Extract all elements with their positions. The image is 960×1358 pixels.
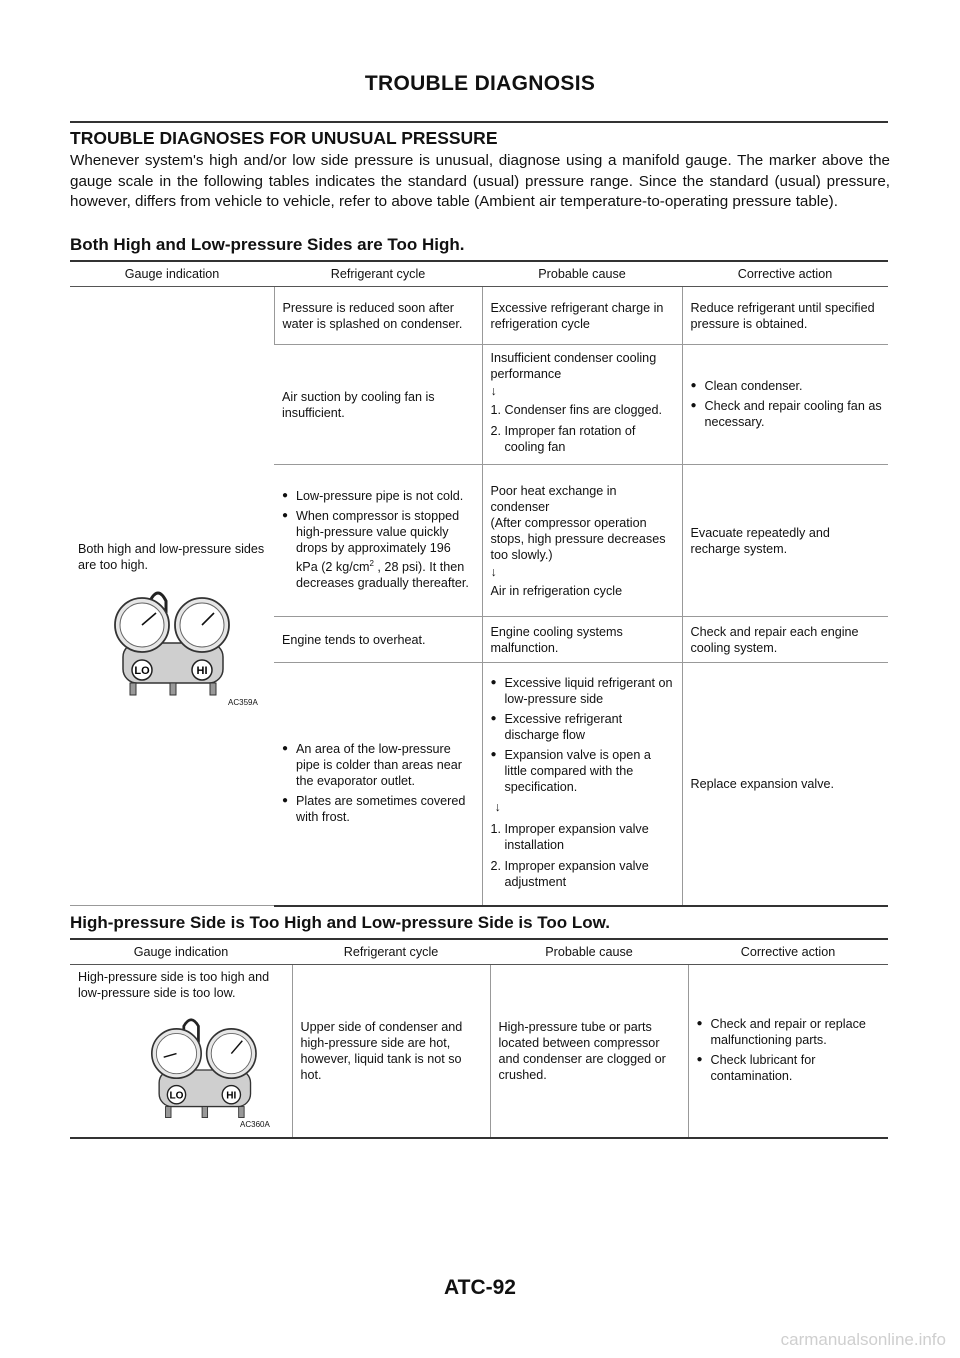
list-item: 1. Condenser fins are clogged. <box>490 402 663 417</box>
table2-gauge-cell <box>70 965 292 1139</box>
table2-header-cause: Probable cause <box>490 939 688 965</box>
list-item: ● Clean condenser. <box>691 378 883 394</box>
list-item: ● Expansion valve is open a little compared with the specification. <box>491 747 676 795</box>
manifold-gauge-icon <box>78 583 264 703</box>
intro-paragraph: Whenever system's high and/or low side pressure is unusual, diagnose using a manifold gauge. The marker above the gauge scale in the following tables indicates the standard (usual) pressure range. Since the standard (usual) pressure, however, differs from vehicle to vehicle, refer to above table (Ambient air temperature-to-operating pressure table). <box>70 152 890 210</box>
gauge-lo-label: LO <box>134 665 150 677</box>
gauge-hi-label: HI <box>226 1090 237 1102</box>
cycle-cell: Engine tends to overheat. <box>274 617 482 663</box>
cause-note: (After compressor operation stops, high pressure decreases too slowly.) <box>490 515 666 562</box>
list-item: ● An area of the low-pressure pipe is colder than areas near the evaporator outlet. <box>282 741 476 789</box>
manifold-gauge-figure <box>78 583 268 707</box>
table1-header-gauge: Gauge indication <box>70 261 274 287</box>
cause-cell <box>482 663 682 906</box>
table2-header-row <box>70 939 888 965</box>
cause-cell: High-pressure tube or parts located between compressor and condenser are clogged or crushed. <box>490 965 688 1139</box>
cause-cell <box>482 465 682 617</box>
action-cell <box>682 345 888 465</box>
cause-cell: Engine cooling systems malfunction. <box>482 617 682 663</box>
action-cell: Evacuate repeatedly and recharge system. <box>682 465 888 617</box>
page-number: ATC-92 <box>444 1276 516 1299</box>
table1-gauge-cell <box>70 287 274 906</box>
list-item: ● When compressor is stopped high-pressure value quickly drops by approximately 196 kPa (2 $kg/cm^2$ , 28 psi). It then decreases gradually thereafter. <box>282 508 476 591</box>
table2-title: High-pressure Side is Too High and Low-pressure Side is Too Low. <box>70 913 610 932</box>
manifold-gauge-icon <box>118 1011 288 1129</box>
table2-header-action: Corrective action <box>688 939 888 965</box>
table1-header-cause: Probable cause <box>482 261 682 287</box>
section-title: TROUBLE DIAGNOSES FOR UNUSUAL PRESSURE <box>70 128 498 148</box>
action-cell: Check and repair each engine cooling system. <box>682 617 888 663</box>
cause-lead: Insufficient condenser cooling performance <box>490 350 657 381</box>
table1 <box>70 260 888 907</box>
gauge-indication-text: Both high and low-pressure sides are too high. <box>78 542 265 572</box>
figure-code: AC359A <box>228 698 258 707</box>
header-rule <box>70 121 888 123</box>
table-row <box>70 965 888 1139</box>
action-cell: Replace expansion valve. <box>682 663 888 906</box>
action-cell <box>688 965 888 1139</box>
cycle-cell <box>274 465 482 617</box>
table1-header-row <box>70 261 888 287</box>
list-item: ● Check lubricant for contamination. <box>697 1052 883 1084</box>
list-item: 2. Improper fan rotation of cooling fan <box>490 423 636 454</box>
table1-header-cycle: Refrigerant cycle <box>274 261 482 287</box>
cause-tail: Air in refrigeration cycle <box>490 583 623 598</box>
cycle-cell <box>274 663 482 906</box>
table1-header-action: Corrective action <box>682 261 888 287</box>
list-item: ● Check and repair or replace malfunctioning parts. <box>697 1016 883 1048</box>
page-header: TROUBLE DIAGNOSIS <box>364 72 596 95</box>
gauge-hi-label: HI <box>196 665 208 677</box>
table-row <box>70 287 888 345</box>
arrow-down-icon: ↓ <box>490 383 497 398</box>
cycle-cell: Pressure is reduced soon after water is splashed on condenser. <box>274 287 482 345</box>
cause-lead: Poor heat exchange in condenser <box>490 483 617 514</box>
list-item: ● Low-pressure pipe is not cold. <box>282 488 476 504</box>
list-item: 1. Improper expansion valve installation <box>490 821 649 852</box>
list-item: ● Check and repair cooling fan as necessary. <box>691 398 883 430</box>
table2-header-cycle: Refrigerant cycle <box>292 939 490 965</box>
action-cell: Reduce refrigerant until specified pressure is obtained. <box>682 287 888 345</box>
arrow-down-icon: ↓ <box>490 564 497 579</box>
cause-cell: Excessive refrigerant charge in refrigeration cycle <box>482 287 682 345</box>
list-item: 2. Improper expansion valve adjustment <box>490 858 649 889</box>
list-item: ● Plates are sometimes covered with frost. <box>282 793 476 825</box>
table1-title: Both High and Low-pressure Sides are Too High. <box>70 235 465 254</box>
cause-cell <box>482 345 682 465</box>
cycle-cell: Air suction by cooling fan is insufficient. <box>274 345 482 465</box>
gauge-indication-text: High-pressure side is too high and low-pressure side is too low. <box>78 970 270 1000</box>
manifold-gauge-figure <box>118 1011 286 1133</box>
table2-header-gauge: Gauge indication <box>70 939 292 965</box>
figure-code: AC360A <box>240 1120 270 1129</box>
list-item: ● Excessive liquid refrigerant on low-pressure side <box>491 675 676 707</box>
list-item: ● Excessive refrigerant discharge flow <box>491 711 676 743</box>
watermark: carmanualsonline.info <box>780 1330 946 1349</box>
table2 <box>70 938 888 1139</box>
gauge-lo-label: LO <box>169 1090 184 1102</box>
cycle-cell: Upper side of condenser and high-pressure side are hot, however, liquid tank is not so hot. <box>292 965 490 1139</box>
arrow-down-icon: ↓ <box>494 799 501 814</box>
